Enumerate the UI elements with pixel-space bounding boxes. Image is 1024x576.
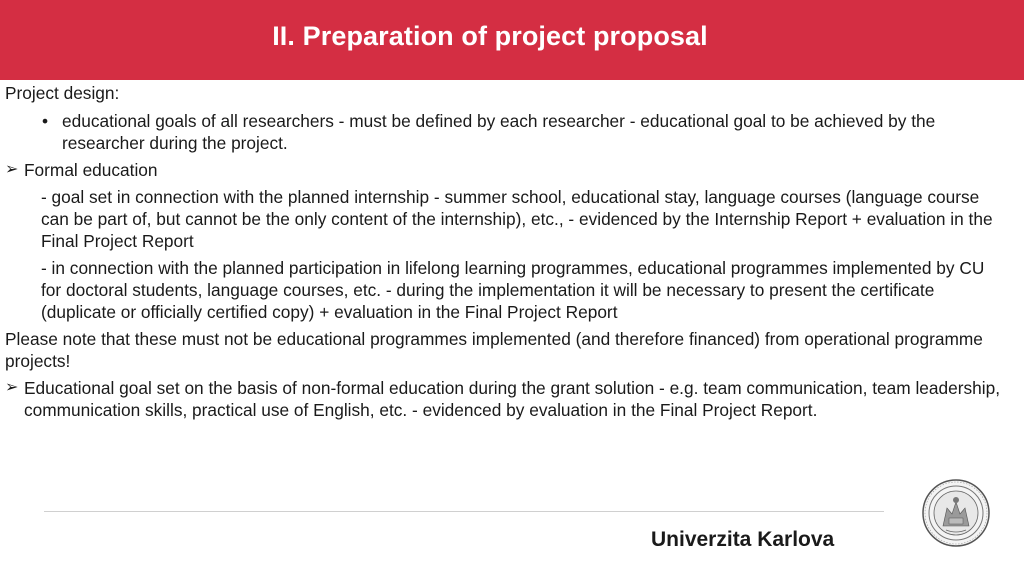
bullet-dot-icon: • xyxy=(42,111,49,131)
arrow-bullet-icon: ➢ xyxy=(5,161,19,178)
slide-title: II. Preparation of project proposal xyxy=(272,21,708,51)
note-text: Please note that these must not be educational programmes implemented (and therefore financed) from operational programme projects! xyxy=(5,329,983,371)
list-item-formal-education xyxy=(5,159,1015,181)
formal-education-item-internship: - goal set in connection with the planned internship - summer school, educational stay, language courses (language course can be part of, but cannot be the only content of the internship), etc., - evidenced by the Internship Report + evaluation in the Final Project Report xyxy=(41,187,993,251)
formal-education-item-lifelong-learning: - in connection with the planned participation in lifelong learning programmes, educational programmes implemented by CU for doctoral students, language courses, etc. - during the implementation it will be necessary to present the certificate (duplicate or officially certified copy) + evaluation in the Final Project Report xyxy=(41,258,985,322)
non-formal-education-text: Educational goal set on the basis of non-formal education during the grant solution - e.g. team communication, team leadership, communication skills, practical use of English, etc. - evidenced by evaluation in the Final Project Report. xyxy=(24,378,1001,420)
footer-divider xyxy=(44,511,884,512)
educational-goals-text: educational goals of all researchers - must be defined by each researcher - educational goal to be achieved by the researcher during the project. xyxy=(62,111,936,153)
project-design-label: Project design: xyxy=(5,83,120,103)
formal-education-label: Formal education xyxy=(24,160,158,180)
arrow-bullet-icon: ➢ xyxy=(5,379,19,396)
university-name: Univerzita Karlova xyxy=(651,528,835,551)
university-seal-icon xyxy=(921,478,991,548)
slide-content xyxy=(5,82,1015,426)
header-bar xyxy=(0,0,1024,80)
list-item-non-formal-education xyxy=(5,377,1015,421)
list-item-educational-goals xyxy=(5,110,987,154)
